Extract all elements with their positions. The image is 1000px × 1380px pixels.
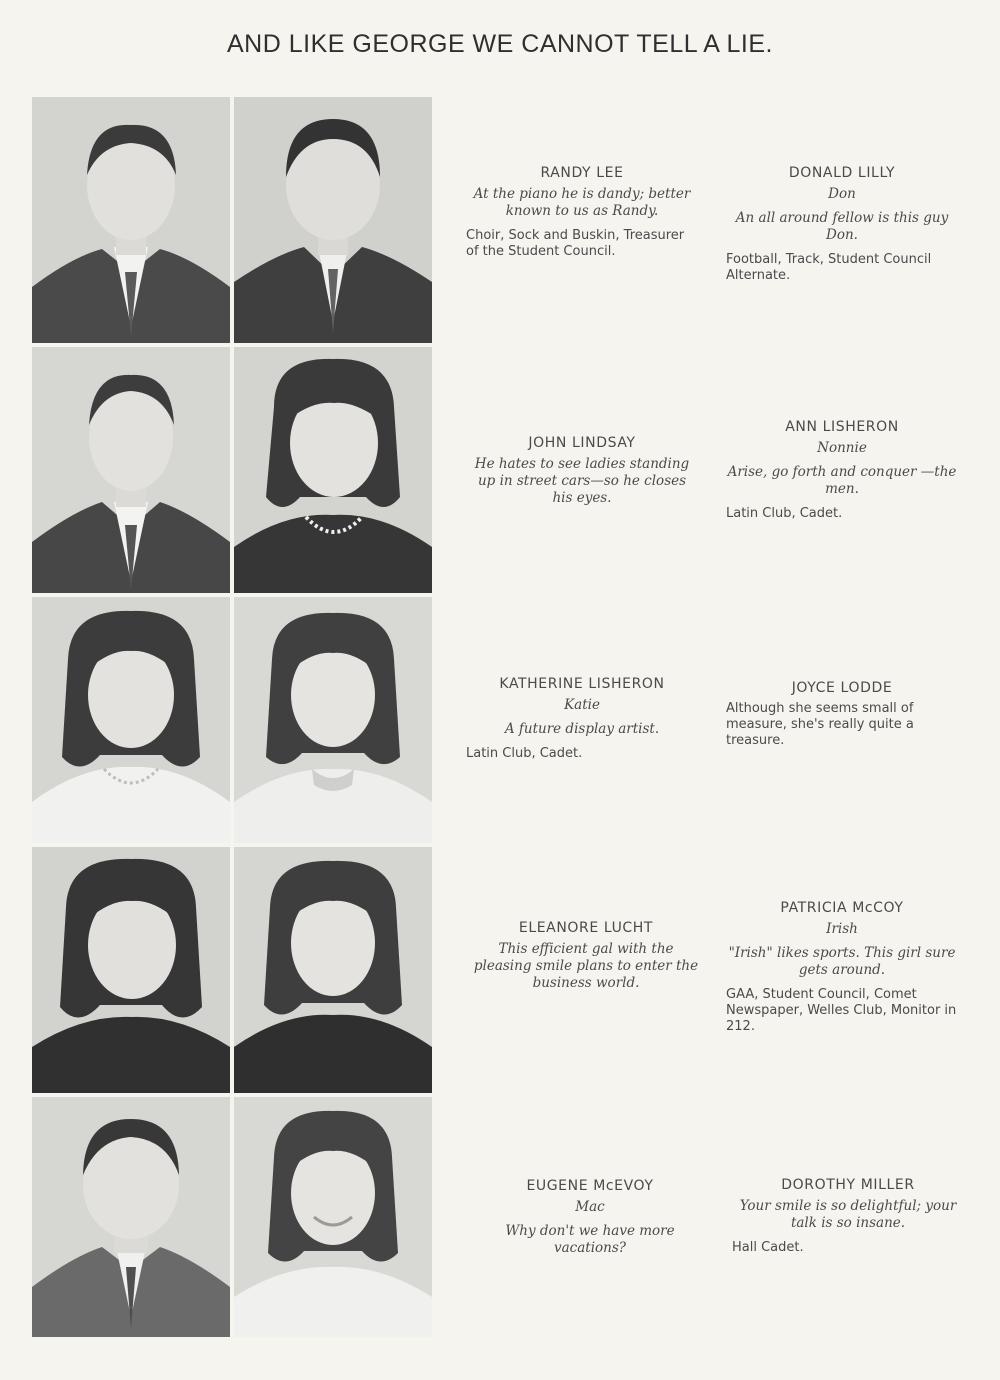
- entry-eugene-mcevoy: [474, 1178, 706, 1265]
- entry-dorothy-miller: [732, 1177, 964, 1256]
- student-name: PATRICIA McCOY: [780, 900, 904, 916]
- portrait-female-icon: [234, 347, 432, 593]
- portrait-patricia-mccoy: [234, 847, 432, 1093]
- student-activities: GAA, Student Council, Comet Newspaper, Welles Club, Monitor in 212.: [726, 987, 957, 1034]
- portrait-katherine-lisheron: [32, 597, 230, 843]
- entry-joyce-lodde: [726, 680, 958, 749]
- student-quote: An all around fellow is this guy Don.: [735, 210, 949, 243]
- student-name: ANN LISHERON: [785, 419, 899, 435]
- portrait-male-icon: [32, 1097, 230, 1337]
- portrait-donald-lilly: [234, 97, 432, 343]
- student-name: EUGENE McEVOY: [526, 1178, 654, 1194]
- portrait-male-icon: [234, 97, 432, 343]
- student-nickname: Katie: [564, 697, 600, 713]
- portrait-randy-lee: [32, 97, 230, 343]
- student-quote: Why don't we have more vacations?: [505, 1223, 675, 1256]
- student-name: DOROTHY MILLER: [781, 1177, 915, 1193]
- entry-ann-lisheron: [726, 419, 958, 522]
- student-quote: Arise, go forth and conquer —the men.: [727, 464, 957, 497]
- student-name: JOHN LINDSAY: [528, 435, 636, 451]
- student-quote: He hates to see ladies standing up in street cars—so he closes his eyes.: [474, 456, 690, 506]
- portrait-john-lindsay: [32, 347, 230, 593]
- entry-patricia-mccoy: [726, 900, 958, 1035]
- student-quote: This efficient gal with the pleasing smile plans to enter the business world.: [473, 941, 699, 991]
- student-quote: Your smile is so delightful; your talk is so insane.: [739, 1198, 957, 1231]
- portrait-dorothy-miller: [234, 1097, 432, 1337]
- student-name: DONALD LILLY: [788, 165, 896, 181]
- student-name: ELEANORE LUCHT: [518, 920, 654, 936]
- portrait-female-icon: [32, 847, 230, 1093]
- entry-eleanore-lucht: [470, 920, 702, 1000]
- student-activities: Choir, Sock and Buskin, Treasurer of the Student Council.: [466, 228, 685, 259]
- student-nickname: Irish: [826, 921, 858, 937]
- entry-randy-lee: [466, 165, 698, 260]
- portrait-female-icon: [32, 597, 230, 843]
- student-nickname: Nonnie: [817, 440, 867, 456]
- student-activities: Latin Club, Cadet.: [466, 746, 583, 761]
- portrait-female-icon: [234, 1097, 432, 1337]
- student-nickname: Don: [828, 186, 856, 202]
- student-nickname: Mac: [575, 1199, 605, 1215]
- student-name: RANDY LEE: [540, 165, 624, 181]
- entry-donald-lilly: [726, 165, 958, 284]
- student-quote: "Irish" likes sports. This girl sure gets around.: [728, 945, 956, 978]
- entry-katherine-lisheron: [466, 676, 698, 762]
- portrait-female-icon: [234, 597, 432, 843]
- student-quote: At the piano he is dandy; better known to us as Randy.: [473, 186, 691, 219]
- entry-john-lindsay: [466, 435, 698, 515]
- student-quote: Although she seems small of measure, she's really quite a treasure.: [726, 701, 914, 748]
- student-activities: Hall Cadet.: [732, 1240, 804, 1255]
- student-name: KATHERINE LISHERON: [499, 676, 665, 692]
- page-title: AND LIKE GEORGE WE CANNOT TELL A LIE.: [227, 30, 773, 58]
- portrait-eleanore-lucht: [32, 847, 230, 1093]
- portrait-ann-lisheron: [234, 347, 432, 593]
- portrait-male-icon: [32, 97, 230, 343]
- student-activities: Latin Club, Cadet.: [726, 506, 843, 521]
- portrait-eugene-mcevoy: [32, 1097, 230, 1337]
- student-name: JOYCE LODDE: [791, 680, 893, 696]
- portrait-joyce-lodde: [234, 597, 432, 843]
- student-quote: A future display artist.: [504, 721, 660, 737]
- portrait-female-icon: [234, 847, 432, 1093]
- student-activities: Football, Track, Student Council Alternate.: [726, 252, 932, 283]
- portrait-male-icon: [32, 347, 230, 593]
